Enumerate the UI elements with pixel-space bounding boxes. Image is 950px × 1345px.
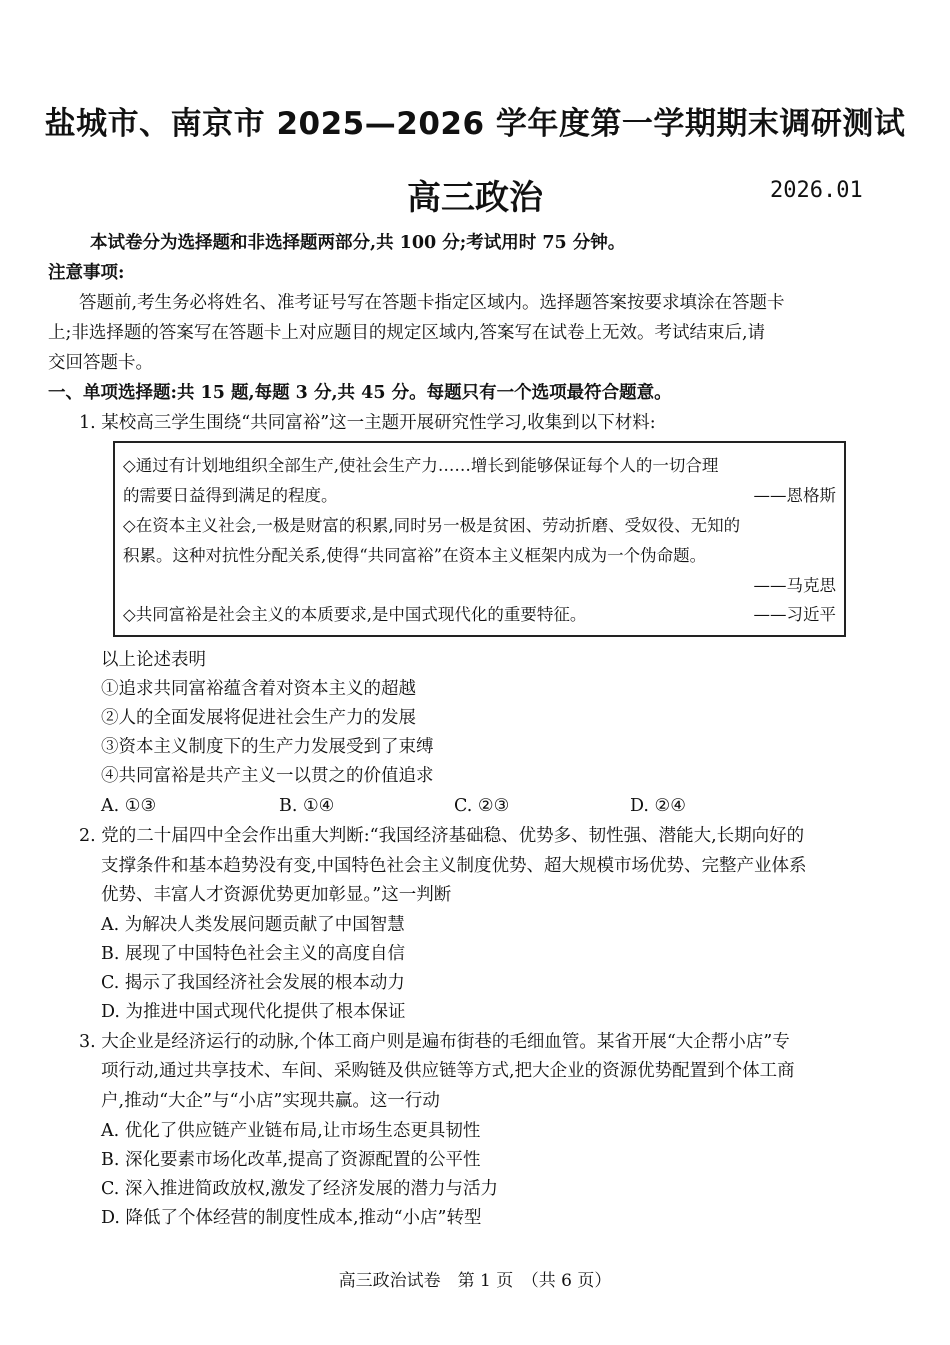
q1-choice-b: B. ①④ [279, 796, 335, 816]
exam-title: 盐城市、南京市 2025—2026 学年度第一学期期末调研测试 [44, 106, 906, 142]
notice-line: 答题前,考生务必将姓名、准考证号写在答题卡指定区域内。选择题答案按要求填涂在答题卡 [79, 293, 785, 313]
q1-choice-c: C. ②③ [454, 796, 510, 816]
exam-date: 2026.01 [770, 178, 863, 203]
notice-heading: 注意事项: [48, 263, 125, 283]
q1-statement: ②人的全面发展将促进社会生产力的发展 [101, 708, 416, 728]
q3-stem-line: 项行动,通过共享技术、车间、采购链及供应链等方式,把大企业的资源优势配置到个体工商 [101, 1061, 795, 1081]
quote-line: 积累。这种对抗性分配关系,使得“共同富裕”在资本主义框架内成为一个伪命题。 [123, 546, 707, 565]
q1-stem: 1. 某校高三学生围绕“共同富裕”这一主题开展研究性学习,收集到以下材料: [79, 413, 656, 433]
notice-line: 上;非选择题的答案写在答题卡上对应题目的规定区域内,答案写在试卷上无效。考试结束后,请 [48, 323, 766, 343]
q2-stem-line: 2. 党的二十届四中全会作出重大判断:“我国经济基础稳、优势多、韧性强、潜能大,长期向好的 [79, 826, 805, 846]
q3-stem-line: 3. 大企业是经济运行的动脉,个体工商户则是遍布街巷的毛细血管。某省开展“大企帮小店”专 [79, 1032, 790, 1052]
q3-choice-a: A. 优化了供应链产业链布局,让市场生态更具韧性 [101, 1121, 481, 1141]
quote-box [113, 441, 846, 637]
quote-line: ◇在资本主义社会,一极是财富的积累,同时另一极是贫困、劳动折磨、受奴役、无知的 [123, 516, 741, 535]
q2-choice-d: D. 为推进中国式现代化提供了根本保证 [101, 1002, 406, 1022]
quote-line: 的需要日益得到满足的程度。 [123, 486, 338, 505]
q1-choice-a: A. ①③ [101, 796, 157, 816]
q1-statement: ①追求共同富裕蕴含着对资本主义的超越 [101, 679, 416, 699]
q3-choice-c: C. 深入推进简政放权,激发了经济发展的潜力与活力 [101, 1179, 498, 1199]
quote-line: ◇通过有计划地组织全部生产,使社会生产力……增长到能够保证每个人的一切合理 [123, 456, 719, 475]
subject-title: 高三政治 [407, 178, 543, 218]
q3-choice-b: B. 深化要素市场化改革,提高了资源配置的公平性 [101, 1150, 481, 1170]
q2-choice-b: B. 展现了中国特色社会主义的高度自信 [101, 944, 405, 964]
q2-choice-a: A. 为解决人类发展问题贡献了中国智慧 [101, 915, 405, 935]
quote-author: ——习近平 [753, 605, 836, 624]
notice-line: 交回答题卡。 [48, 353, 153, 373]
q3-choice-d: D. 降低了个体经营的制度性成本,推动“小店”转型 [101, 1208, 482, 1228]
q2-stem-line: 优势、丰富人才资源优势更加彰显。”这一判断 [101, 885, 452, 905]
q2-stem-line: 支撑条件和基本趋势没有变,中国特色社会主义制度优势、超大规模市场优势、完整产业体系 [101, 856, 807, 876]
quote-line: ◇共同富裕是社会主义的本质要求,是中国式现代化的重要特征。 [123, 605, 587, 624]
section-heading: 一、单项选择题:共 15 题,每题 3 分,共 45 分。每题只有一个选项最符合题意。 [48, 383, 672, 403]
q1-choice-d: D. ②④ [630, 796, 686, 816]
quote-author: ——恩格斯 [753, 486, 836, 505]
page-footer: 高三政治试卷 第 1 页 （共 6 页） [338, 1271, 612, 1291]
intro-text: 本试卷分为选择题和非选择题两部分,共 100 分;考试用时 75 分钟。 [90, 233, 626, 253]
q2-choice-c: C. 揭示了我国经济社会发展的根本动力 [101, 973, 405, 993]
quote-author: ——马克思 [753, 576, 836, 595]
q1-lead: 以上论述表明 [101, 650, 206, 670]
q1-statement: ④共同富裕是共产主义一以贯之的价值追求 [101, 766, 434, 786]
q1-statement: ③资本主义制度下的生产力发展受到了束缚 [101, 737, 434, 757]
q3-stem-line: 户,推动“大企”与“小店”实现共赢。这一行动 [101, 1091, 440, 1111]
